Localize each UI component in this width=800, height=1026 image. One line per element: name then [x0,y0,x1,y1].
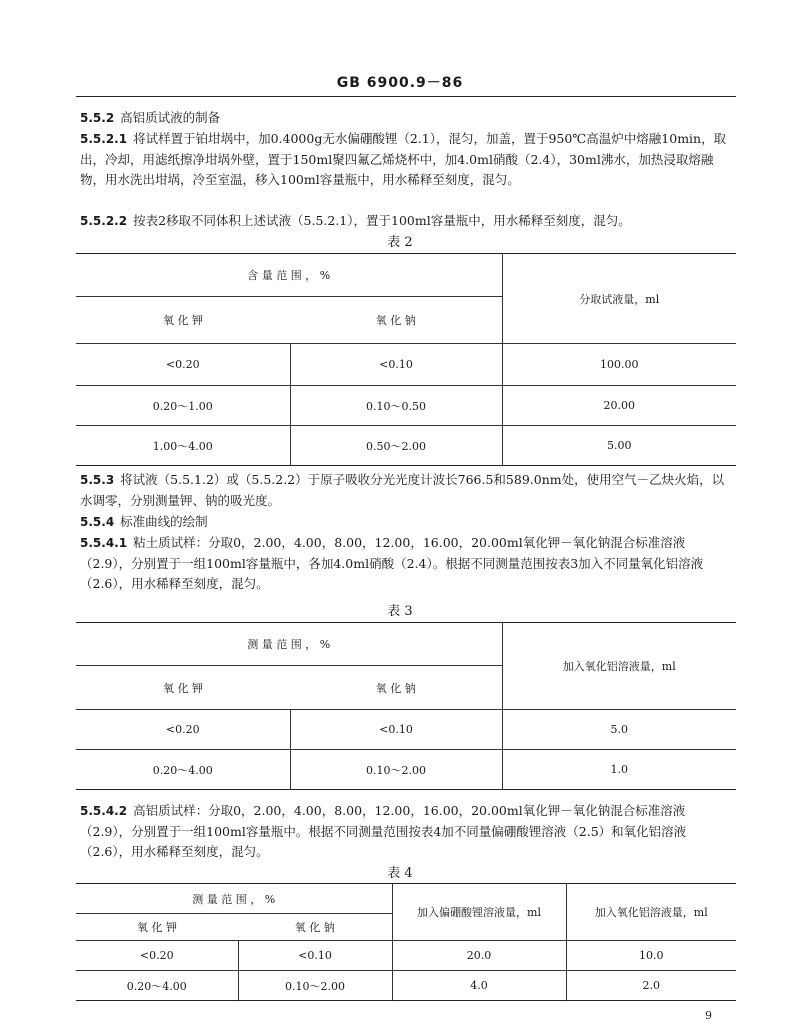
table-cell: 20.00 [502,386,736,426]
section-number: 5.5.2.2 [80,214,128,228]
table-cell: 0.50～2.00 [290,426,502,466]
paragraph-5-5-2-1 [80,129,730,191]
table-header-cell: 氧 化 钾 [76,297,290,344]
table-row [76,971,736,1001]
table-header-cell: 氧 化 钾 [76,666,290,710]
table-header-group: 测 量 范 围 ， % [76,623,502,666]
table-header-cell: 氧 化 钠 [238,914,392,941]
table-cell: 1.0 [610,763,628,776]
table-cell: 5.0 [502,710,736,750]
section-title: 高铝质试液的制备 [120,110,221,125]
table-row [76,750,736,790]
table-cell: 0.20～4.00 [76,971,238,1001]
paragraph-5-5-4-1 [80,533,730,595]
table-cell: 5.00 [607,439,632,452]
paragraph-text: 将试液（5.5.1.2）或（5.5.2.2）于原子吸收分光光度计波长766.5和589.0nm处，使用空气－乙炔火焰，以水调零，分别测量钾、钠的吸光度。 [80,472,725,508]
paragraph-5-5-4-2 [80,801,730,863]
paragraph-text: 粘土质试样：分取0，2.00，4.00，8.00，12.00，16.00，20.00ml氧化钾－氧化钠混合标准溶液（2.9），分别置于一组100ml容量瓶中，各加4.0ml硝酸（2.4）。根据不同测量范围按表3加入不同量氧化铝溶液（2.6），用水稀释至刻度，混匀。 [80,535,704,591]
table-cell: 0.10～2.00 [290,750,502,790]
table-2 [76,253,736,466]
table-3-caption: 表 3 [387,604,413,619]
standard-number: GB 6900.9－86 [336,75,464,91]
table-cell: 0.20～1.00 [76,386,290,426]
table-cell: 10.0 [566,941,736,971]
table-header-cell: 加入偏硼酸锂溶液量，ml [392,884,566,941]
section-number: 5.5.4.1 [80,536,128,550]
table-row [76,710,736,750]
table-header-cell: 氧 化 钠 [290,666,502,710]
table-cell: 4.0 [392,971,566,1001]
table-row [76,941,736,971]
section-number: 5.5.4.2 [80,804,128,818]
table-cell: 100.00 [502,344,736,386]
table-header-group: 测 量 范 围 ， % [76,884,392,914]
section-title: 标准曲线的绘制 [120,514,208,529]
table-3 [76,622,736,790]
table-cell: <0.20 [76,344,290,386]
header-rule [76,96,736,97]
table-header-cell: 加入氧化铝溶液量，ml [566,884,736,941]
table-row [76,386,736,426]
table-4-caption: 表 4 [387,866,413,881]
paragraph-text: 高铝质试样：分取0，2.00，4.00，8.00，12.00，16.00，20.00ml氧化钾－氧化钠混合标准溶液（2.9），分别置于一组100ml容量瓶中。根据不同测量范围按表4加不同量偏硼酸锂溶液（2.5）和氧化铝溶液（2.6），用水稀释至刻度，混匀。 [80,803,687,859]
table-cell: 0.10～0.50 [290,386,502,426]
table-cell: 0.10～2.00 [238,971,392,1001]
table-header-cell: 氧 化 钠 [290,297,502,344]
paragraph-text: 将试样置于铂坩埚中，加0.4000g无水偏硼酸锂（2.1），混匀，加盖，置于950℃高温炉中熔融10min，取出，冷却，用滤纸擦净坩埚外壁，置于150ml聚四氟乙烯烧杯中，加4.0ml硝酸（2.4），30ml沸水，加热浸取熔融物，用水洗出坩埚，冷至室温，移入100ml容量瓶中，用水稀释至刻度，混匀。 [80,131,727,187]
table-2-caption: 表 2 [387,235,413,250]
section-number: 5.5.2 [80,111,115,125]
section-number: 5.5.2.1 [80,132,128,146]
paragraph-5-5-2-2 [80,211,730,232]
table-cell: <0.10 [290,710,502,750]
table-row [76,426,736,466]
paragraph-text: 按表2移取不同体积上述试液（5.5.2.1），置于100ml容量瓶中，用水稀释至刻度，混匀。 [133,213,631,228]
table-cell: 1.00～4.00 [76,426,290,466]
table-cell: 2.0 [642,979,660,992]
table-header-group: 含 量 范 围 ， % [76,254,502,297]
section-5-5-4-heading [80,512,730,533]
section-5-5-2-heading [80,108,730,129]
table-cell: <0.10 [238,941,392,971]
table-header-cell: 氧 化 钾 [76,914,238,941]
table-cell: 0.20～4.00 [76,750,290,790]
table-4 [76,883,736,1001]
table-cell: <0.20 [76,710,290,750]
table-row [76,344,736,386]
table-cell: <0.20 [76,941,238,971]
section-number: 5.5.3 [80,473,115,487]
paragraph-5-5-3 [80,470,730,511]
page-number: 9 [705,1009,712,1022]
table-cell: 20.0 [392,941,566,971]
table-cell: <0.10 [290,344,502,386]
section-number: 5.5.4 [80,515,115,529]
table-header-cell: 分取试液量，ml [502,254,736,344]
table-header-cell: 加入氧化铝溶液量，ml [502,623,736,710]
